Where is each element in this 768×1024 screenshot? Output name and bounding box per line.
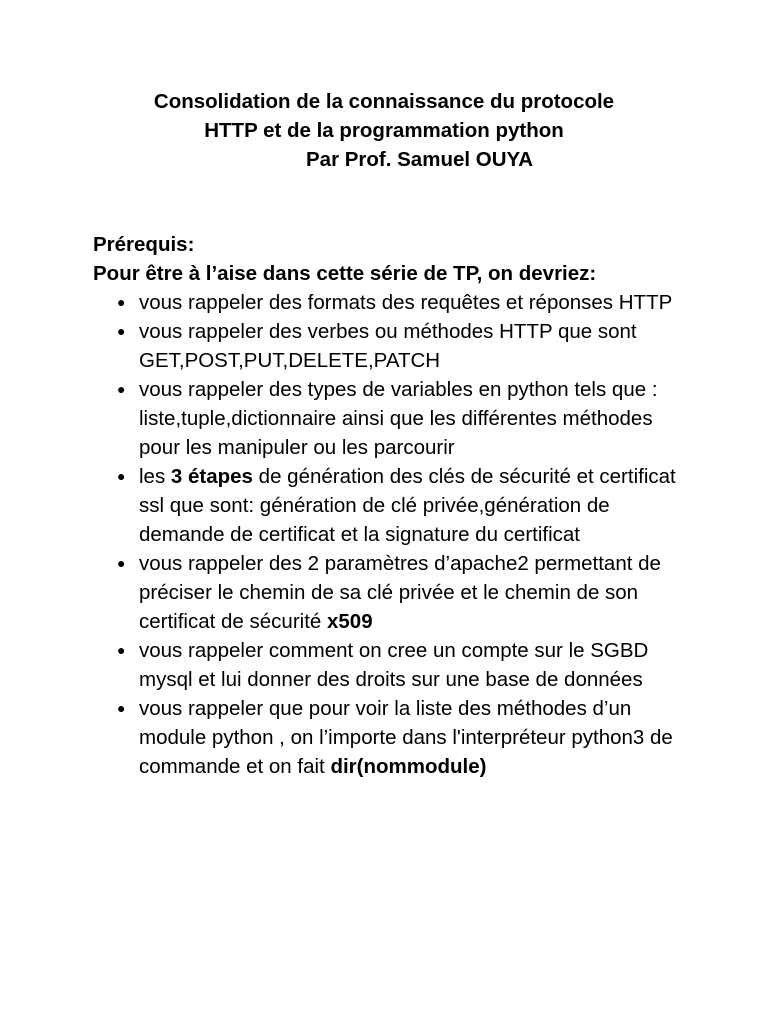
list-item-text [139,552,661,633]
list-item-segment: vous rappeler des formats des requêtes et réponses HTTP [139,291,673,314]
list-item-text [139,320,637,372]
bullet-icon: ● [117,555,126,571]
list-item-segment: les [139,465,171,488]
list-item [93,462,683,549]
list-item-segment: de génération des clés de sécurité et certificat ssl que sont: génération de clé privée,génération de demande de certificat et la signature du certificat [139,465,676,546]
prerequis-heading: Prérequis: [93,233,195,256]
list-item [93,636,683,694]
bullet-icon: ● [117,468,126,484]
list-item [93,375,683,462]
list-item-segment: vous rappeler que pour voir la liste des méthodes d’un module python , on l’importe dans l'interpréteur python3 de commande et on fait [139,697,673,778]
list-item-segment: vous rappeler des 2 paramètres d’apache2 permettant de préciser le chemin de sa clé privée et le chemin de son certificat de sécurité [139,552,661,633]
list-item-text [139,639,648,691]
bullet-icon: ● [117,700,126,716]
bullet-icon: ● [117,381,126,397]
list-item-emphasis: x509 [327,610,373,633]
title-line-2: HTTP et de la programmation python [204,119,564,142]
title-line-1: Consolidation de la connaissance du protocole [153,90,615,113]
list-item-text [139,378,658,459]
list-item [93,694,683,781]
prerequis-section [93,230,683,781]
list-item-text [139,465,676,546]
bullet-icon: ● [117,642,126,658]
list-item [93,288,683,317]
list-item [93,317,683,375]
prerequis-intro: Pour être à l’aise dans cette série de TP, on devriez: [93,262,597,285]
list-item-segment: vous rappeler comment on cree un compte sur le SGBD mysql et lui donner des droits sur une base de données [139,639,649,691]
bullet-icon: ● [117,294,126,310]
list-item-text [139,697,673,778]
list-item-segment: vous rappeler des verbes ou méthodes HTTP que sont GET,POST,PUT,DELETE,PATCH [139,320,637,372]
list-item-segment: vous rappeler des types de variables en python tels que : liste,tuple,dictionnaire ainsi que les différentes méthodes pour les manipuler ou les parcourir [139,378,658,459]
document-title [0,87,768,174]
list-item-emphasis: dir(nommodule) [330,755,487,778]
title-author: Par Prof. Samuel OUYA [306,148,534,171]
list-item [93,549,683,636]
list-item-emphasis: 3 étapes [170,465,253,488]
prerequis-list [93,288,683,781]
list-item-text [139,291,672,314]
bullet-icon: ● [117,323,126,339]
